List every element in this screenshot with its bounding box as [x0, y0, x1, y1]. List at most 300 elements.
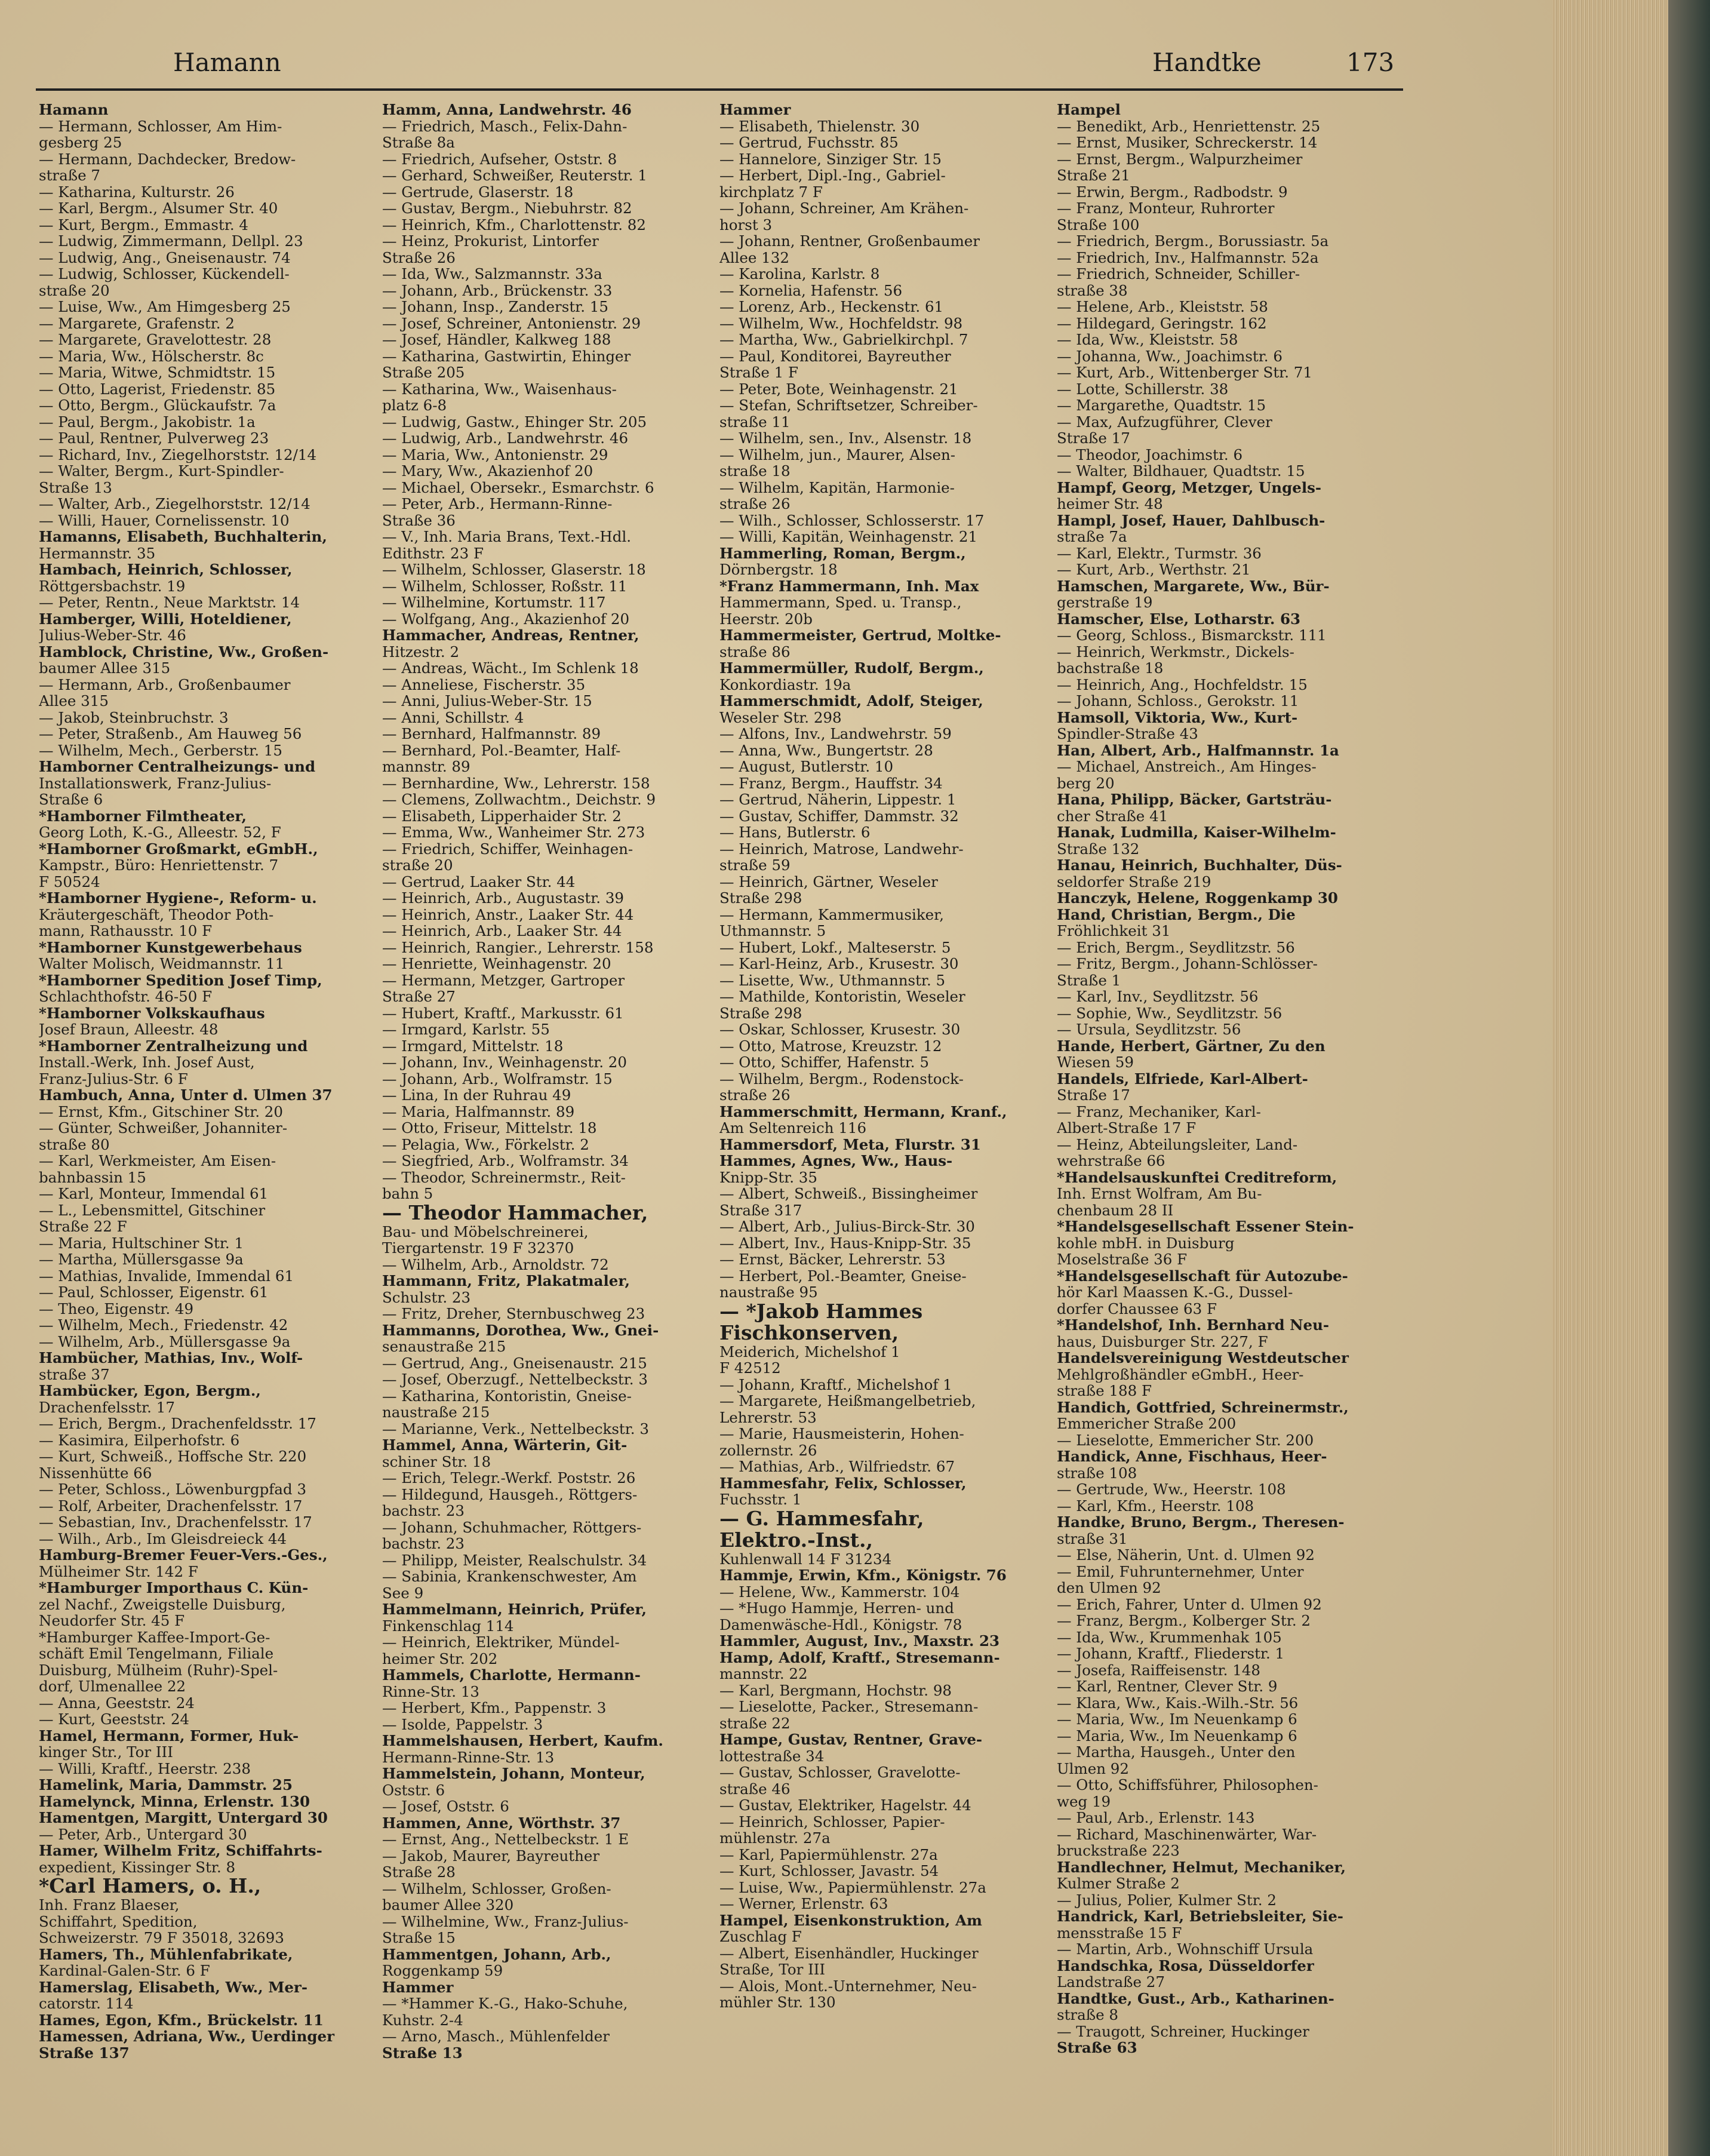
directory-entry-line: — Hubert, Kraftf., Markusstr. 61: [382, 1005, 624, 1021]
directory-entry-line: — Ludwig, Schlosser, Kückendell-: [39, 266, 290, 282]
directory-entry-line: *Franz Hammermann, Inh. Max: [719, 578, 979, 594]
directory-entry-line: straße 86: [719, 643, 791, 660]
directory-entry-line: Kuhstr. 2-4: [382, 2011, 463, 2028]
directory-entry-line: — Irmgard, Karlstr. 55: [382, 1021, 550, 1038]
directory-entry-line: Hana, Philipp, Bäcker, Gartsträu-: [1057, 791, 1332, 808]
directory-entry-line: Straße 298: [719, 890, 802, 907]
directory-entry-line: *Hamburger Kaffee-Import-Ge-: [39, 1629, 270, 1645]
directory-entry-line: *Carl Hamers, o. H.,: [39, 1875, 262, 1897]
directory-entry-line: — Wilhelm, Arb., Müllersgasse 9a: [39, 1333, 291, 1350]
directory-entry-line: — Mary, Ww., Akazienhof 20: [382, 463, 593, 480]
directory-entry-line: — Herbert, Dipl.-Ing., Gabriel-: [719, 167, 946, 184]
directory-entry-line: — Katharina, Kulturstr. 26: [39, 183, 235, 200]
directory-entry-line: Edithstr. 23 F: [382, 545, 484, 561]
directory-entry-line: zollernstr. 26: [719, 1442, 817, 1458]
directory-entry-line: Hammes, Agnes, Ww., Haus-: [719, 1153, 953, 1169]
directory-entry-line: straße 20: [382, 857, 453, 874]
directory-entry-line: — Ernst, Ang., Nettelbeckstr. 1 E: [382, 1831, 629, 1848]
directory-entry-line: — Maria, Ww., Im Neuenkamp 6: [1057, 1727, 1297, 1744]
directory-entry-line: — Heinrich, Arb., Laaker Str. 44: [382, 923, 622, 939]
directory-entry-line: — Karl, Werkmeister, Am Eisen-: [39, 1153, 276, 1169]
directory-entry-line: — Sophie, Ww., Seydlitzstr. 56: [1057, 1005, 1282, 1021]
directory-entry-line: Handke, Bruno, Bergm., Theresen-: [1057, 1514, 1345, 1531]
directory-entry-line: Moselstraße 36 F: [1057, 1251, 1188, 1268]
directory-entry-line: — Wilhelmine, Ww., Franz-Julius-: [382, 1913, 629, 1930]
directory-entry-line: — Josef, Händler, Kalkweg 188: [382, 331, 611, 348]
directory-entry-line: — *Hugo Hammje, Herren- und: [719, 1600, 954, 1617]
directory-entry-line: Lehrerstr. 53: [719, 1409, 817, 1426]
directory-entry-line: Hammacher, Andreas, Rentner,: [382, 627, 639, 644]
directory-entry-line: Dörnbergstr. 18: [719, 561, 838, 578]
directory-entry-line: Wiesen 59: [1057, 1054, 1134, 1071]
directory-entry-line: heimer Str. 202: [382, 1650, 498, 1667]
directory-entry-line: — Paul, Konditorei, Bayreuther: [719, 348, 951, 364]
directory-entry-line: — Wilhelm, Bergm., Rodenstock-: [719, 1070, 964, 1087]
directory-entry-line: — Johann, Inv., Weinhagenstr. 20: [382, 1054, 627, 1071]
directory-entry-line: — Traugott, Schreiner, Huckinger: [1057, 2023, 1309, 2040]
directory-entry-line: — Luise, Ww., Am Himgesberg 25: [39, 299, 291, 315]
directory-entry-line: — Ludwig, Gastw., Ehinger Str. 205: [382, 413, 647, 430]
directory-entry-line: Hitzestr. 2: [382, 643, 460, 660]
directory-entry-line: Kräutergeschäft, Theodor Poth-: [39, 906, 274, 923]
directory-entry-line: Röttgersbachstr. 19: [39, 578, 186, 594]
directory-entry-line: Hammerschmidt, Adolf, Steiger,: [719, 693, 983, 710]
directory-entry-line: — Johann, Schreiner, Am Krähen-: [719, 200, 969, 217]
directory-entry-line: — Erich, Fahrer, Unter d. Ulmen 92: [1057, 1596, 1322, 1613]
directory-entry-line: — Lorenz, Arb., Heckenstr. 61: [719, 299, 944, 315]
directory-entry-line: — Karl, Papiermühlenstr. 27a: [719, 1846, 938, 1863]
directory-entry-line: — Ludwig, Ang., Gneisenaustr. 74: [39, 249, 291, 266]
directory-entry-line: — Max, Aufzugführer, Clever: [1057, 413, 1272, 430]
directory-entry-line: — Margarete, Grafenstr. 2: [39, 315, 235, 331]
directory-entry-line: Hammesfahr, Felix, Schlosser,: [719, 1475, 967, 1491]
directory-entry-line: — Walter, Bergm., Kurt-Spindler-: [39, 463, 284, 480]
directory-entry-line: Handich, Gottfried, Schreinermstr.,: [1057, 1399, 1349, 1415]
directory-entry-line: Fröhlichkeit 31: [1057, 923, 1171, 939]
directory-entry-line: mühler Str. 130: [719, 1994, 836, 2011]
directory-entry-line: Hamann: [39, 102, 109, 118]
directory-entry-line: — Oskar, Schlosser, Krusestr. 30: [719, 1021, 961, 1038]
directory-entry-line: — Karl-Heinz, Arb., Krusestr. 30: [719, 956, 959, 972]
directory-entry-line: Rinne-Str. 13: [382, 1683, 480, 1700]
directory-entry-line: — Fritz, Dreher, Sternbuschweg 23: [382, 1306, 645, 1322]
directory-entry-line: Hammje, Erwin, Kfm., Königstr. 76: [719, 1567, 1007, 1584]
directory-entry-line: — Ludwig, Zimmermann, Dellpl. 23: [39, 233, 303, 250]
directory-entry-line: Tiergartenstr. 19 F 32370: [382, 1240, 574, 1257]
directory-entry-line: Oststr. 6: [382, 1782, 445, 1798]
directory-entry-line: — Maria, Ww., Hölscherstr. 8c: [39, 348, 264, 364]
directory-entry-line: Hamm, Anna, Landwehrstr. 46: [382, 102, 632, 118]
directory-entry-line: Inh. Ernst Wolfram, Am Bu-: [1057, 1186, 1262, 1202]
directory-entry-line: — Ernst, Bäcker, Lehrerstr. 53: [719, 1251, 946, 1268]
directory-entry-line: — Alois, Mont.-Unternehmer, Neu-: [719, 1977, 977, 1994]
directory-entry-line: Kardinal-Galen-Str. 6 F: [39, 1962, 210, 1979]
directory-entry-line: haus, Duisburger Str. 227, F: [1057, 1333, 1268, 1350]
directory-entry-line: — Bernhardine, Ww., Lehrerstr. 158: [382, 775, 650, 791]
directory-entry-line: platz 6-8: [382, 397, 447, 414]
directory-entry-line: schiner Str. 18: [382, 1453, 491, 1470]
directory-entry-line: — Paul, Arb., Erlenstr. 143: [1057, 1810, 1255, 1826]
directory-entry-line: dorf, Ulmenallee 22: [39, 1678, 186, 1695]
directory-entry-line: — Josef, Schreiner, Antonienstr. 29: [382, 315, 641, 331]
directory-entry-line: — Karl, Rentner, Clever Str. 9: [1057, 1678, 1278, 1695]
directory-entry-line: — Ernst, Musiker, Schreckerstr. 14: [1057, 134, 1318, 151]
directory-entry-line: — Willi, Kapitän, Weinhagenstr. 21: [719, 529, 978, 545]
directory-entry-line: — Herbert, Kfm., Pappenstr. 3: [382, 1700, 607, 1716]
directory-entry-line: Handick, Anne, Fischhaus, Heer-: [1057, 1448, 1327, 1465]
directory-entry-line: Hamer, Wilhelm Fritz, Schiffahrts-: [39, 1842, 322, 1859]
directory-entry-line: straße 38: [1057, 282, 1128, 299]
directory-entry-line: zel Nachf., Zweigstelle Duisburg,: [39, 1596, 286, 1613]
directory-entry-line: kinger Str., Tor III: [39, 1744, 173, 1761]
directory-entry-line: Hambuch, Anna, Unter d. Ulmen 37: [39, 1087, 333, 1104]
directory-entry-line: baumer Allee 320: [382, 1897, 514, 1914]
book-page-edges: [1552, 0, 1710, 2156]
directory-entry-line: — Katharina, Kontoristin, Gneise-: [382, 1387, 632, 1404]
directory-entry-line: — Mathilde, Kontoristin, Weseler: [719, 988, 965, 1005]
directory-entry-line: — Karl, Elektr., Turmstr. 36: [1057, 545, 1262, 561]
directory-entry-line: — Anni, Julius-Weber-Str. 15: [382, 693, 592, 710]
directory-entry-line: *Handelsauskunftei Creditreform,: [1057, 1169, 1337, 1186]
directory-entry-line: Handschka, Rosa, Düsseldorfer: [1057, 1957, 1314, 1974]
directory-entry-line: Hamerslag, Elisabeth, Ww., Mer-: [39, 1979, 307, 1995]
directory-entry-line: gerstraße 19: [1057, 594, 1153, 611]
directory-entry-line: — Karl, Bergm., Alsumer Str. 40: [39, 200, 278, 217]
directory-entry-line: — Gustav, Schlosser, Gravelotte-: [719, 1764, 961, 1781]
page-number: 173: [1346, 48, 1395, 77]
directory-entry-line: — Maria, Ww., Antonienstr. 29: [382, 446, 608, 463]
directory-entry-line: — Anna, Ww., Bungertstr. 28: [719, 742, 933, 758]
directory-entry-line: — Ida, Ww., Salzmannstr. 33a: [382, 266, 602, 282]
directory-entry-line: — Sabinia, Krankenschwester, Am: [382, 1568, 637, 1585]
directory-entry-line: berg 20: [1057, 775, 1115, 791]
directory-entry-line: — Friedrich, Inv., Halfmannstr. 52a: [1057, 249, 1319, 266]
directory-entry-line: — Elisabeth, Thielenstr. 30: [719, 118, 920, 134]
directory-entry-line: bahnbassin 15: [39, 1169, 146, 1186]
running-head-left: Hamann: [173, 48, 281, 77]
directory-entry-line: — Julius, Polier, Kulmer Str. 2: [1057, 1891, 1277, 1908]
directory-entry-line: — Friedrich, Aufseher, Oststr. 8: [382, 151, 617, 167]
directory-entry-line: straße 108: [1057, 1464, 1137, 1481]
directory-entry-line: seldorfer Straße 219: [1057, 873, 1211, 890]
directory-entry-line: — Hermann, Arb., Großenbaumer: [39, 676, 291, 693]
directory-entry-line: — Lotte, Schillerstr. 38: [1057, 380, 1229, 397]
directory-entry-line: Hamsoll, Viktoria, Ww., Kurt-: [1057, 709, 1298, 726]
directory-entry-line: — Otto, Friseur, Mittelstr. 18: [382, 1120, 597, 1137]
directory-entry-line: — Clemens, Zollwachtm., Deichstr. 9: [382, 791, 656, 808]
directory-entry-line: Nissenhütte 66: [39, 1464, 152, 1481]
directory-entry-line: — Martha, Müllersgasse 9a: [39, 1251, 244, 1268]
directory-entry-line: Hammermann, Sped. u. Transp.,: [719, 594, 962, 611]
directory-entry-line: bachstr. 23: [382, 1535, 465, 1552]
directory-entry-line: — Marianne, Verk., Nettelbeckstr. 3: [382, 1420, 649, 1437]
directory-entry-line: — Wilhelm, Schlosser, Glaserstr. 18: [382, 561, 646, 578]
directory-entry-line: — Jakob, Steinbruchstr. 3: [39, 709, 229, 726]
directory-entry-line: — Otto, Matrose, Kreuzstr. 12: [719, 1037, 942, 1054]
directory-entry-line: — Stefan, Schriftsetzer, Schreiber-: [719, 397, 978, 414]
directory-entry-line: — Hans, Butlerstr. 6: [719, 824, 871, 841]
directory-entry-line: *Handelshof, Inh. Bernhard Neu-: [1057, 1317, 1330, 1334]
directory-entry-line: — Otto, Schiffsführer, Philosophen-: [1057, 1777, 1318, 1793]
directory-entry-line: — Lina, In der Ruhrau 49: [382, 1087, 571, 1104]
directory-entry-line: naustraße 95: [719, 1284, 818, 1301]
directory-entry-line: — Hannelore, Sinziger Str. 15: [719, 151, 942, 167]
directory-entry-line: *Hamborner Großmarkt, eGmbH.,: [39, 840, 318, 857]
directory-entry-line: — Anneliese, Fischerstr. 35: [382, 676, 586, 693]
directory-entry-line: — Heinrich, Gärtner, Weseler: [719, 873, 938, 890]
directory-entry-line: Hambücker, Egon, Bergm.,: [39, 1383, 261, 1399]
directory-entry-line: — Otto, Lagerist, Friedenstr. 85: [39, 380, 276, 397]
directory-entry-line: Hampf, Georg, Metzger, Ungels-: [1057, 479, 1322, 496]
directory-entry-line: Hammermeister, Gertrud, Moltke-: [719, 627, 1001, 644]
directory-entry-line: Meiderich, Michelshof 1: [719, 1343, 900, 1360]
directory-entry-line: Franz-Julius-Str. 6 F: [39, 1070, 188, 1087]
directory-entry-line: Bau- und Möbelschreinerei,: [382, 1223, 589, 1240]
directory-entry-line: mühlenstr. 27a: [719, 1830, 831, 1847]
column-4: [1057, 102, 1382, 2138]
directory-entry-line: Hamscher, Else, Lotharstr. 63: [1057, 610, 1301, 627]
directory-entry-line: bachstr. 23: [382, 1503, 465, 1519]
directory-entry-line: — Heinrich, Anstr., Laaker Str. 44: [382, 906, 634, 923]
directory-entry-line: Kulmer Straße 2: [1057, 1875, 1180, 1892]
directory-entry-line: bachstraße 18: [1057, 660, 1164, 677]
directory-entry-line: Straße 137: [39, 2044, 130, 2061]
directory-entry-line: — Johann, Kraftf., Michelshof 1: [719, 1376, 952, 1393]
directory-entry-line: Knipp-Str. 35: [719, 1169, 817, 1186]
directory-entry-line: — Josefa, Raiffeisenstr. 148: [1057, 1661, 1261, 1678]
directory-entry-line: Straße 17: [1057, 1087, 1130, 1104]
directory-entry-line: — Heinz, Prokurist, Lintorfer: [382, 233, 599, 250]
directory-entry-line: Handtke, Gust., Arb., Katharinen-: [1057, 1990, 1334, 2007]
directory-entry-line: Hammler, August, Inv., Maxstr. 23: [719, 1633, 1000, 1650]
directory-entry-line: — Wilhelmine, Kortumstr. 117: [382, 594, 606, 611]
directory-entry-line: — Wilhelm, Arb., Arnoldstr. 72: [382, 1256, 609, 1273]
directory-entry-line: Hermannstr. 35: [39, 545, 156, 561]
directory-entry-line: — Hermann, Schlosser, Am Him-: [39, 118, 282, 134]
directory-entry-line: Hammentgen, Johann, Arb.,: [382, 1946, 611, 1962]
directory-entry-line: Handrick, Karl, Betriebsleiter, Sie-: [1057, 1908, 1343, 1925]
directory-entry-line: mann, Rathausstr. 10 F: [39, 923, 213, 939]
directory-entry-line: — Alfons, Inv., Landwehrstr. 59: [719, 726, 952, 742]
directory-entry-line: Allee 132: [719, 249, 789, 266]
directory-entry-line: — Josef, Oststr. 6: [382, 1798, 509, 1815]
directory-entry-line: Landstraße 27: [1057, 1974, 1165, 1991]
directory-entry-line: — Wilhelm, Mech., Gerberstr. 15: [39, 742, 282, 758]
directory-entry-line: Hamessen, Adriana, Ww., Uerdinger: [39, 2028, 335, 2045]
directory-entry-line: wehrstraße 66: [1057, 1153, 1165, 1169]
directory-entry-line: — Gertrud, Fuchsstr. 85: [719, 134, 899, 151]
directory-entry-line: — Gertrud, Ang., Gneisenaustr. 215: [382, 1355, 647, 1371]
directory-entry-line: — Werner, Erlenstr. 63: [719, 1896, 888, 1912]
directory-entry-line: — Heinrich, Arb., Augustastr. 39: [382, 890, 624, 907]
directory-entry-line: — Friedrich, Schneider, Schiller-: [1057, 266, 1300, 282]
directory-entry-line: Hambücher, Mathias, Inv., Wolf-: [39, 1350, 303, 1366]
directory-entry-line: — Kurt, Schlosser, Javastr. 54: [719, 1863, 939, 1879]
directory-entry-line: Han, Albert, Arb., Halfmannstr. 1a: [1057, 742, 1339, 758]
directory-entry-line: — Martin, Arb., Wohnschiff Ursula: [1057, 1941, 1314, 1958]
directory-entry-line: — Mathias, Arb., Wilfriedstr. 67: [719, 1458, 955, 1475]
directory-entry-line: Hamburg-Bremer Feuer-Vers.-Ges.,: [39, 1547, 328, 1564]
directory-entry-line: Straße 317: [719, 1202, 802, 1218]
directory-entry-line: Straße 298: [719, 1005, 802, 1021]
directory-entry-line: — Wolfgang, Ang., Akazienhof 20: [382, 610, 630, 627]
directory-entry-line: den Ulmen 92: [1057, 1580, 1161, 1596]
directory-entry-line: — Martha, Ww., Gabrielkirchpl. 7: [719, 331, 968, 348]
directory-entry-line: Hanak, Ludmilla, Kaiser-Wilhelm-: [1057, 824, 1336, 841]
directory-entry-line: — Heinrich, Ang., Hochfeldstr. 15: [1057, 676, 1308, 693]
directory-entry-line: Duisburg, Mülheim (Ruhr)-Spel-: [39, 1661, 278, 1678]
directory-entry-line: Handels, Elfriede, Karl-Albert-: [1057, 1070, 1308, 1087]
directory-entry-line: — Siegfried, Arb., Wolframstr. 34: [382, 1153, 629, 1169]
directory-entry-line: dorfer Chaussee 63 F: [1057, 1300, 1217, 1317]
directory-entry-line: — Gertrude, Glaserstr. 18: [382, 183, 574, 200]
directory-entry-line: Straße 17: [1057, 430, 1130, 447]
directory-entry-line: — Maria, Ww., Im Neuenkamp 6: [1057, 1711, 1297, 1728]
directory-entry-line: — Peter, Arb., Hermann-Rinne-: [382, 496, 613, 512]
directory-entry-line: Mülheimer Str. 142 F: [39, 1563, 198, 1580]
directory-entry-line: — Johann, Arb., Wolframstr. 15: [382, 1070, 613, 1087]
directory-entry-line: Walter Molisch, Weidmannstr. 11: [39, 956, 285, 972]
directory-entry-line: Heerstr. 20b: [719, 610, 813, 627]
directory-entry-line: Hammelshausen, Herbert, Kaufm.: [382, 1733, 663, 1749]
directory-entry-line: — Michael, Anstreich., Am Hinges-: [1057, 758, 1317, 775]
column-3: [719, 102, 1045, 2138]
directory-entry-line: — Gustav, Schiffer, Dammstr. 32: [719, 807, 959, 824]
directory-entry-line: Hammelmann, Heinrich, Prüfer,: [382, 1601, 647, 1618]
directory-entry-line: — Johann, Insp., Zanderstr. 15: [382, 299, 608, 315]
directory-entry-line: mannstr. 89: [382, 758, 470, 775]
directory-entry-line: — Sebastian, Inv., Drachenfelsstr. 17: [39, 1514, 312, 1531]
directory-entry-line: — Ursula, Seydlitzstr. 56: [1057, 1021, 1241, 1038]
directory-entry-line: — Herbert, Pol.-Beamter, Gneise-: [719, 1267, 967, 1284]
directory-entry-line: Hamberger, Willi, Hoteldiener,: [39, 610, 292, 627]
directory-entry-line: See 9: [382, 1584, 424, 1601]
directory-entry-line: Kampstr., Büro: Henriettenstr. 7: [39, 857, 279, 874]
directory-entry-line: — Luise, Ww., Papiermühlenstr. 27a: [719, 1879, 986, 1896]
directory-entry-line: F 50524: [39, 873, 100, 890]
directory-entry-line: — Martha, Hausgeh., Unter den: [1057, 1744, 1296, 1761]
directory-entry-line: — Franz, Mechaniker, Karl-: [1057, 1103, 1261, 1120]
directory-entry-line: straße 31: [1057, 1530, 1128, 1547]
header-rule: [36, 88, 1403, 91]
directory-entry-line: — Margarete, Gravelottestr. 28: [39, 331, 272, 348]
directory-entry-line: — Gustav, Bergm., Niebuhrstr. 82: [382, 200, 632, 217]
directory-entry-line: — Johann, Schuhmacher, Röttgers-: [382, 1519, 642, 1535]
directory-entry-line: Schweizerstr. 79 F 35018, 32693: [39, 1930, 284, 1946]
directory-entry-line: straße 18: [719, 463, 791, 480]
directory-entry-line: — Ludwig, Arb., Landwehrstr. 46: [382, 430, 629, 447]
directory-entry-line: Straße 1: [1057, 972, 1121, 988]
directory-entry-line: Straße 132: [1057, 840, 1140, 857]
directory-entry-line: — Karl, Monteur, Immendal 61: [39, 1186, 269, 1202]
directory-entry-line: straße 37: [39, 1366, 110, 1383]
directory-entry-line: — Peter, Rentn., Neue Marktstr. 14: [39, 594, 300, 611]
directory-entry-line: — Walter, Bildhauer, Quadtstr. 15: [1057, 463, 1305, 480]
directory-entry-line: Straße, Tor III: [719, 1961, 826, 1978]
directory-entry-line: Hammann, Fritz, Plakatmaler,: [382, 1273, 631, 1289]
directory-entry-line: F 42512: [719, 1360, 781, 1377]
directory-entry-line: cher Straße 41: [1057, 807, 1168, 824]
directory-entry-line: Hamel, Hermann, Former, Huk-: [39, 1727, 299, 1744]
directory-entry-line: hör Karl Maassen K.-G., Dussel-: [1057, 1284, 1293, 1301]
directory-entry-line: — Hermann, Dachdecker, Bredow-: [39, 151, 296, 167]
directory-entry-line: Straße 63: [1057, 2040, 1137, 2056]
directory-entry-line: — Johann, Kraftf., Fliederstr. 1: [1057, 1645, 1285, 1662]
directory-entry-line: — August, Butlerstr. 10: [719, 758, 894, 775]
directory-entry-line: straße 59: [719, 857, 791, 874]
directory-entry-line: — Erich, Bergm., Drachenfeldsstr. 17: [39, 1415, 316, 1432]
directory-entry-line: — Wilh., Schlosser, Schlosserstr. 17: [719, 512, 985, 529]
directory-entry-line: — Heinrich, Matrose, Landwehr-: [719, 840, 964, 857]
directory-entry-line: Straße 8a: [382, 134, 455, 151]
directory-entry-line: — Lieselotte, Packer., Stresemann-: [719, 1699, 979, 1715]
directory-entry-line: schäft Emil Tengelmann, Filiale: [39, 1645, 274, 1662]
directory-entry-line: kohle mbH. in Duisburg: [1057, 1234, 1235, 1251]
directory-entry-line: straße 26: [719, 1087, 791, 1104]
directory-entry-line: — Lieselotte, Emmericher Str. 200: [1057, 1432, 1314, 1448]
directory-entry-line: — Ernst, Bergm., Walpurzheimer: [1057, 151, 1303, 167]
directory-entry-line: Hamblock, Christine, Ww., Großen-: [39, 643, 329, 660]
directory-entry-line: *Hamborner Filmtheater,: [39, 807, 247, 824]
directory-entry-line: — Johanna, Ww., Joachimstr. 6: [1057, 348, 1282, 364]
directory-entry-line: — Gertrud, Laaker Str. 44: [382, 873, 576, 890]
directory-entry-line: — Kurt, Bergm., Emmastr. 4: [39, 216, 249, 233]
directory-entry-line: — Benedikt, Arb., Henriettenstr. 25: [1057, 118, 1321, 134]
directory-entry-line: Damenwäsche-Hdl., Königstr. 78: [719, 1616, 962, 1633]
directory-entry-line: Hamschen, Margarete, Ww., Bür-: [1057, 578, 1330, 594]
directory-entry-line: — Ernst, Kfm., Gitschiner Str. 20: [39, 1103, 283, 1120]
directory-entry-line: — Gustav, Elektriker, Hagelstr. 44: [719, 1797, 971, 1814]
directory-entry-line: — Margarete, Heißmangelbetrieb,: [719, 1393, 976, 1409]
directory-entry-line: Konkordiastr. 19a: [719, 676, 851, 693]
directory-entry-line: baumer Allee 315: [39, 660, 171, 677]
directory-entry-line: Kuhlenwall 14 F 31234: [719, 1550, 892, 1567]
directory-entry-line: — Wilh., Arb., Im Gleisdreieck 44: [39, 1530, 287, 1547]
directory-entry-line: — Otto, Schiffer, Hafenstr. 5: [719, 1054, 929, 1071]
directory-entry-line: — Fritz, Bergm., Johann-Schlösser-: [1057, 956, 1318, 972]
directory-entry-line: Straße 28: [382, 1864, 456, 1881]
column-2: [382, 102, 708, 2138]
directory-entry-line: Straße 205: [382, 364, 465, 381]
directory-entry-line: — Karl, Inv., Seydlitzstr. 56: [1057, 988, 1259, 1005]
directory-entry-line: Hampel, Eisenkonstruktion, Am: [719, 1912, 982, 1928]
directory-entry-line: — Wilhelm, Schlosser, Roßstr. 11: [382, 578, 628, 594]
directory-entry-line: — Mathias, Invalide, Immendal 61: [39, 1267, 294, 1284]
directory-entry-line: — Hermann, Metzger, Gartroper: [382, 972, 625, 988]
directory-entry-line: — Wilhelm, Schlosser, Großen-: [382, 1880, 611, 1897]
directory-entry-line: Fischkonserven,: [719, 1322, 899, 1344]
directory-entry-line: — Albert, Arb., Julius-Birck-Str. 30: [719, 1218, 975, 1235]
directory-entry-line: — Elisabeth, Lipperhaider Str. 2: [382, 807, 622, 824]
directory-entry-line: Hermann-Rinne-Str. 13: [382, 1749, 555, 1765]
directory-entry-line: Georg Loth, K.-G., Alleestr. 52, F: [39, 824, 281, 841]
directory-entry-line: senaustraße 215: [382, 1338, 506, 1355]
directory-entry-line: — Theodor, Schreinermstr., Reit-: [382, 1169, 626, 1186]
directory-entry-line: — Georg, Schloss., Bismarckstr. 111: [1057, 627, 1327, 644]
directory-entry-line: — Arno, Masch., Mühlenfelder: [382, 2028, 610, 2045]
directory-entry-line: Hamelynck, Minna, Erlenstr. 130: [39, 1793, 310, 1810]
directory-entry-line: — Kurt, Geeststr. 24: [39, 1711, 190, 1728]
directory-entry-line: Hampel: [1057, 102, 1121, 118]
directory-entry-line: — Peter, Straßenb., Am Hauweg 56: [39, 726, 302, 742]
directory-entry-line: — Willi, Kraftf., Heerstr. 238: [39, 1760, 251, 1777]
directory-entry-line: — Kurt, Schweiß., Hoffsche Str. 220: [39, 1448, 307, 1465]
directory-entry-line: — Paul, Rentner, Pulverweg 23: [39, 430, 269, 447]
directory-entry-line: — Albert, Schweiß., Bissingheimer: [719, 1186, 978, 1202]
directory-entry-line: Drachenfelsstr. 17: [39, 1399, 175, 1415]
directory-entry-line: — G. Hammesfahr,: [719, 1507, 924, 1530]
directory-entry-line: — Maria, Witwe, Schmidtstr. 15: [39, 364, 276, 381]
